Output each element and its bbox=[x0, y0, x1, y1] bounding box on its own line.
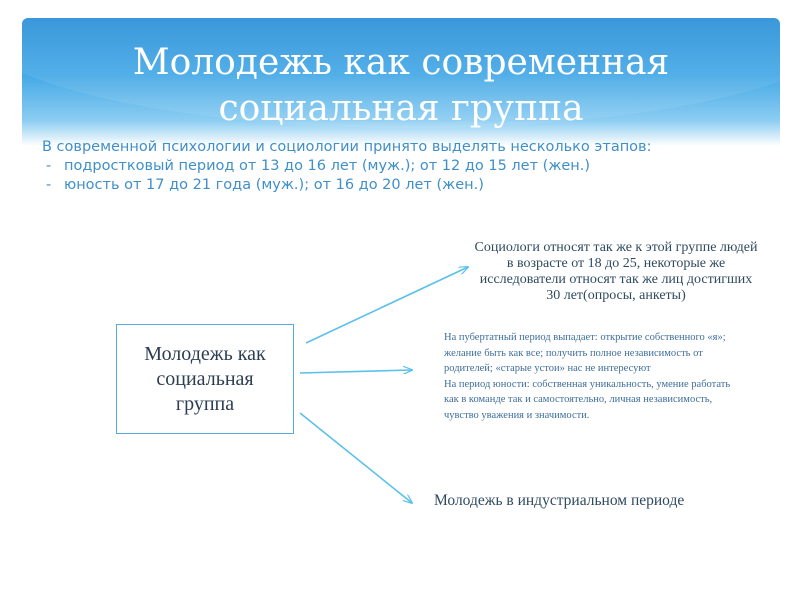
title-line-1: Молодежь как современная bbox=[132, 42, 670, 83]
central-concept-box bbox=[116, 324, 294, 434]
bullet-dash: - bbox=[46, 158, 52, 174]
note-industrial: Молодежь в индустриальном периоде bbox=[434, 492, 685, 509]
central-line-1: Молодежь как bbox=[144, 342, 266, 365]
stage-item-text: юность от 17 до 21 года (муж.); от 16 до 20 лет (жен.) bbox=[64, 177, 484, 193]
note-youth: На период юности: собственная уникальность, умение работать как в команде так и самостоятельно, личная независимость, чувство уважения и значимости. bbox=[444, 378, 731, 421]
arrow-to-middle-note bbox=[300, 370, 412, 373]
note-puberty: На пубертатный период выпадает: открытие собственного «я»; желание быть как все; получить полное независимость от родителей; «старые устои» нас не интересуют bbox=[444, 332, 726, 374]
bullet-dash: - bbox=[46, 177, 52, 193]
stage-item-text: подростковый период от 13 до 16 лет (муж.); от 12 до 15 лет (жен.) bbox=[64, 158, 591, 174]
central-line-3: группа bbox=[175, 392, 235, 415]
note-sociologists: Социологи относят так же к этой группе людей в возрасте от 18 до 25, некоторые же исследователи относят так же лиц достигших 30 лет(опросы, анкеты) bbox=[474, 240, 758, 303]
intro-lead: В современной психологии и социологии принято выделять несколько этапов: bbox=[42, 139, 652, 155]
note-periods bbox=[444, 330, 744, 423]
arrow-to-bottom-note bbox=[300, 413, 412, 503]
title-line-2: социальная группа bbox=[218, 88, 584, 129]
central-line-2: социальная bbox=[156, 367, 254, 390]
